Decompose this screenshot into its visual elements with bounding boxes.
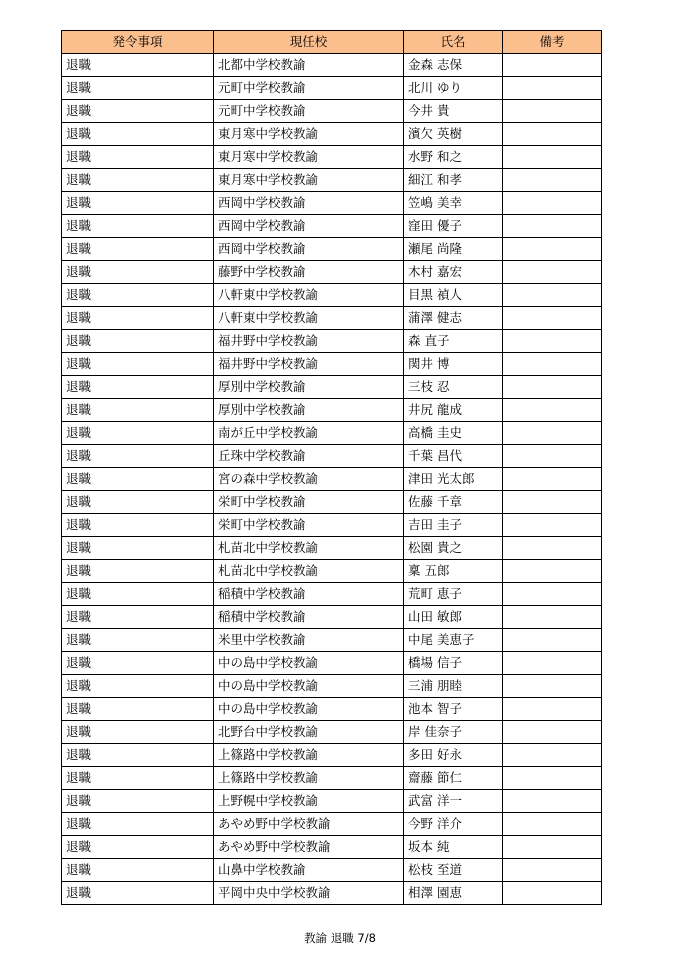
cell-school: 中の島中学校教諭 [214,675,404,698]
table-body [62,54,602,905]
cell-school: 平岡中央中学校教諭 [214,882,404,905]
cell-name: 窪田 優子 [404,215,503,238]
cell-school: 東月寒中学校教諭 [214,169,404,192]
cell-school: 厚別中学校教諭 [214,399,404,422]
header-note: 備考 [503,31,602,54]
cell-action: 退職 [62,790,214,813]
table-row [62,698,602,721]
cell-note [503,376,602,399]
cell-name: 相澤 園恵 [404,882,503,905]
cell-note [503,330,602,353]
table-row [62,284,602,307]
cell-name: 中尾 美恵子 [404,629,503,652]
cell-name: 荒町 恵子 [404,583,503,606]
cell-name: 津田 光太郎 [404,468,503,491]
cell-note [503,790,602,813]
cell-name: 岸 佳奈子 [404,721,503,744]
cell-school: 米里中学校教諭 [214,629,404,652]
header-action: 発令事項 [62,31,214,54]
cell-school: 八軒東中学校教諭 [214,284,404,307]
cell-name: 井尻 龍成 [404,399,503,422]
cell-action: 退職 [62,146,214,169]
cell-action: 退職 [62,123,214,146]
table-row [62,330,602,353]
table-row [62,445,602,468]
cell-action: 退職 [62,491,214,514]
cell-name: 松枝 至道 [404,859,503,882]
cell-action: 退職 [62,721,214,744]
cell-school: 東月寒中学校教諭 [214,123,404,146]
table-row [62,790,602,813]
cell-action: 退職 [62,698,214,721]
cell-note [503,169,602,192]
table-row [62,560,602,583]
table-row [62,491,602,514]
page-footer: 教諭 退職 7/8 [304,931,376,945]
table-row [62,169,602,192]
table-row [62,376,602,399]
cell-action: 退職 [62,514,214,537]
cell-action: 退職 [62,675,214,698]
table-row [62,307,602,330]
cell-note [503,215,602,238]
cell-note [503,767,602,790]
cell-action: 退職 [62,54,214,77]
cell-note [503,468,602,491]
cell-action: 退職 [62,422,214,445]
cell-action: 退職 [62,192,214,215]
cell-school: 丘珠中学校教諭 [214,445,404,468]
cell-name: 今野 洋介 [404,813,503,836]
cell-note [503,698,602,721]
table-row [62,77,602,100]
cell-name: 坂本 純 [404,836,503,859]
table-row [62,767,602,790]
cell-action: 退職 [62,353,214,376]
cell-note [503,399,602,422]
cell-school: 元町中学校教諭 [214,100,404,123]
table-row [62,54,602,77]
cell-note [503,537,602,560]
cell-note [503,560,602,583]
cell-school: あやめ野中学校教諭 [214,813,404,836]
cell-action: 退職 [62,813,214,836]
cell-name: 三枝 忍 [404,376,503,399]
table-row [62,261,602,284]
table-row [62,629,602,652]
cell-action: 退職 [62,100,214,123]
cell-action: 退職 [62,744,214,767]
cell-name: 細江 和孝 [404,169,503,192]
table-row [62,238,602,261]
cell-action: 退職 [62,606,214,629]
table-row [62,215,602,238]
table-row [62,399,602,422]
cell-school: 上野幌中学校教諭 [214,790,404,813]
cell-school: 稲積中学校教諭 [214,606,404,629]
table-row [62,675,602,698]
cell-name: 森 直子 [404,330,503,353]
cell-name: 金森 志保 [404,54,503,77]
cell-action: 退職 [62,169,214,192]
cell-school: 北都中学校教諭 [214,54,404,77]
table-row [62,836,602,859]
cell-action: 退職 [62,238,214,261]
cell-note [503,284,602,307]
cell-school: 中の島中学校教諭 [214,652,404,675]
cell-school: 札苗北中学校教諭 [214,537,404,560]
cell-note [503,606,602,629]
cell-name: 蒲澤 健志 [404,307,503,330]
cell-school: あやめ野中学校教諭 [214,836,404,859]
table-row [62,353,602,376]
cell-name: 三浦 朋睦 [404,675,503,698]
cell-note [503,836,602,859]
cell-name: 佐藤 千章 [404,491,503,514]
cell-note [503,859,602,882]
header-row [62,31,602,54]
cell-name: 木村 嘉宏 [404,261,503,284]
cell-action: 退職 [62,767,214,790]
cell-action: 退職 [62,330,214,353]
cell-name: 池本 智子 [404,698,503,721]
cell-action: 退職 [62,307,214,330]
table-row [62,882,602,905]
cell-action: 退職 [62,583,214,606]
table-row [62,468,602,491]
cell-name: 松園 貴之 [404,537,503,560]
cell-school: 栄町中学校教諭 [214,514,404,537]
table-row [62,514,602,537]
cell-note [503,514,602,537]
cell-note [503,652,602,675]
cell-name: 今井 貴 [404,100,503,123]
cell-school: 八軒東中学校教諭 [214,307,404,330]
cell-school: 中の島中学校教諭 [214,698,404,721]
table-row [62,537,602,560]
table-row [62,652,602,675]
cell-note [503,307,602,330]
cell-note [503,491,602,514]
cell-note [503,238,602,261]
cell-school: 元町中学校教諭 [214,77,404,100]
cell-action: 退職 [62,836,214,859]
cell-action: 退職 [62,468,214,491]
cell-school: 厚別中学校教諭 [214,376,404,399]
cell-action: 退職 [62,376,214,399]
cell-name: 水野 和之 [404,146,503,169]
table-row [62,813,602,836]
table-row [62,422,602,445]
cell-school: 福井野中学校教諭 [214,353,404,376]
table-row [62,744,602,767]
cell-name: 瀬尾 尚隆 [404,238,503,261]
cell-note [503,882,602,905]
cell-action: 退職 [62,560,214,583]
cell-name: 武富 洋一 [404,790,503,813]
cell-name: 稟 五郎 [404,560,503,583]
cell-school: 西岡中学校教諭 [214,238,404,261]
header-school: 現任校 [214,31,404,54]
table-row [62,123,602,146]
cell-note [503,744,602,767]
cell-school: 栄町中学校教諭 [214,491,404,514]
cell-note [503,445,602,468]
cell-name: 目黒 禎人 [404,284,503,307]
table-row [62,721,602,744]
cell-name: 高橋 圭史 [404,422,503,445]
cell-note [503,353,602,376]
cell-note [503,192,602,215]
table-row [62,606,602,629]
table-row [62,583,602,606]
cell-note [503,721,602,744]
table-row [62,859,602,882]
cell-action: 退職 [62,537,214,560]
cell-name: 吉田 圭子 [404,514,503,537]
cell-note [503,583,602,606]
cell-action: 退職 [62,399,214,422]
personnel-table [61,30,602,905]
cell-school: 西岡中学校教諭 [214,215,404,238]
cell-action: 退職 [62,882,214,905]
cell-school: 山鼻中学校教諭 [214,859,404,882]
cell-note [503,813,602,836]
table-row [62,192,602,215]
cell-school: 宮の森中学校教諭 [214,468,404,491]
cell-school: 上篠路中学校教諭 [214,744,404,767]
cell-action: 退職 [62,629,214,652]
cell-action: 退職 [62,445,214,468]
cell-name: 関井 博 [404,353,503,376]
cell-school: 藤野中学校教諭 [214,261,404,284]
cell-school: 東月寒中学校教諭 [214,146,404,169]
cell-note [503,261,602,284]
cell-name: 千葉 昌代 [404,445,503,468]
cell-school: 稲積中学校教諭 [214,583,404,606]
cell-action: 退職 [62,652,214,675]
table-row [62,146,602,169]
cell-school: 札苗北中学校教諭 [214,560,404,583]
cell-school: 上篠路中学校教諭 [214,767,404,790]
cell-name: 山田 敏郎 [404,606,503,629]
cell-school: 福井野中学校教諭 [214,330,404,353]
cell-school: 西岡中学校教諭 [214,192,404,215]
cell-name: 笠嶋 美幸 [404,192,503,215]
cell-school: 北野台中学校教諭 [214,721,404,744]
cell-name: 齋藤 節仁 [404,767,503,790]
cell-school: 南が丘中学校教諭 [214,422,404,445]
header-name: 氏名 [404,31,503,54]
cell-note [503,629,602,652]
cell-action: 退職 [62,77,214,100]
cell-note [503,77,602,100]
cell-action: 退職 [62,284,214,307]
cell-name: 多田 好永 [404,744,503,767]
cell-note [503,54,602,77]
cell-note [503,146,602,169]
cell-action: 退職 [62,859,214,882]
cell-name: 橋場 信子 [404,652,503,675]
cell-name: 北川 ゆり [404,77,503,100]
cell-note [503,675,602,698]
cell-note [503,123,602,146]
cell-action: 退職 [62,215,214,238]
cell-name: 濱欠 英樹 [404,123,503,146]
cell-note [503,100,602,123]
cell-action: 退職 [62,261,214,284]
table-row [62,100,602,123]
cell-note [503,422,602,445]
